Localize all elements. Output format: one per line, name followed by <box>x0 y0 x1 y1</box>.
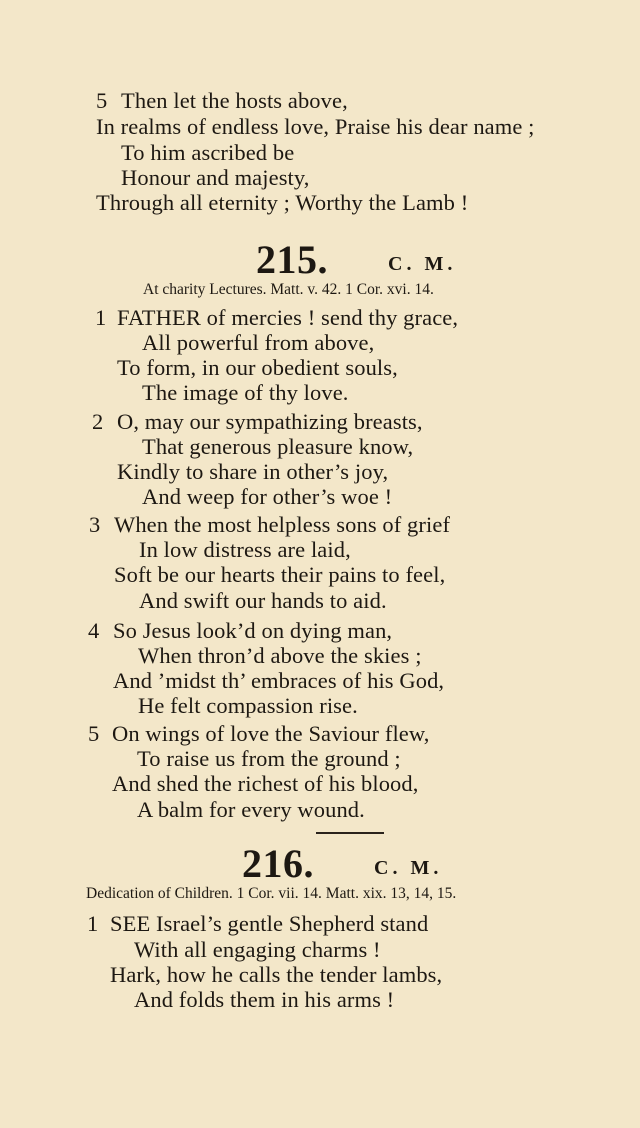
verse-line: In low distress are laid, <box>139 537 351 562</box>
verse-line: He felt compassion rise. <box>138 693 358 718</box>
verse-line: To him ascribed be <box>121 140 295 165</box>
hymn-number: 216. <box>242 841 314 886</box>
verse-line: To form, in our obedient souls, <box>117 355 398 380</box>
verse-line: And weep for other’s woe ! <box>142 484 393 509</box>
verse-number: 2 <box>92 409 104 434</box>
verse-number: 1 <box>87 911 99 936</box>
verse-line: The image of thy love. <box>142 380 349 405</box>
hymn-occasion: At charity Lectures. Matt. v. 42. 1 Cor. xvi. 14. <box>143 281 434 298</box>
verse-line: When thron’d above the skies ; <box>138 643 422 668</box>
verse-line: When the most helpless sons of grief <box>114 512 451 537</box>
verse-line: Through all eternity ; Worthy the Lamb ! <box>96 190 469 215</box>
verse-line: To raise us from the ground ; <box>137 746 401 771</box>
verse-line: A balm for every wound. <box>137 797 365 822</box>
verse-line: SEE Israel’s gentle Shepherd stand <box>110 911 429 936</box>
verse-number: 1 <box>95 305 107 330</box>
verse-line: On wings of love the Saviour flew, <box>112 721 430 746</box>
verse-line: All powerful from above, <box>142 330 375 355</box>
verse-line: With all engaging charms ! <box>134 937 381 962</box>
verse-line: Then let the hosts above, <box>121 88 348 113</box>
verse-line: That generous pleasure know, <box>142 434 414 459</box>
verse-number: 4 <box>88 618 100 643</box>
verse-line: And swift our hands to aid. <box>139 588 387 613</box>
verse-line: Honour and majesty, <box>121 165 310 190</box>
hymn-meter: C. M. <box>374 857 443 879</box>
verse-number: 5 <box>96 88 108 113</box>
verse-line: And ’midst th’ embraces of his God, <box>113 668 445 693</box>
section-divider <box>316 832 384 834</box>
verse-line: Kindly to share in other’s joy, <box>117 459 389 484</box>
verse-line: Hark, how he calls the tender lambs, <box>110 962 443 987</box>
verse-line: So Jesus look’d on dying man, <box>113 618 393 643</box>
verse-line: FATHER of mercies ! send thy grace, <box>117 305 459 330</box>
hymn-occasion: Dedication of Children. 1 Cor. vii. 14. Matt. xix. 13, 14, 15. <box>86 885 457 902</box>
hymn-number: 215. <box>256 237 328 282</box>
verse-line: O, may our sympathizing breasts, <box>117 409 423 434</box>
verse-number: 3 <box>89 512 101 537</box>
verse-number: 5 <box>88 721 100 746</box>
verse-line: In realms of endless love, Praise his dear name ; <box>96 114 535 139</box>
verse-line: Soft be our hearts their pains to feel, <box>114 562 446 587</box>
hymn-meter: C. M. <box>388 253 457 275</box>
verse-line: And folds them in his arms ! <box>134 987 395 1012</box>
verse-line: And shed the richest of his blood, <box>112 771 419 796</box>
